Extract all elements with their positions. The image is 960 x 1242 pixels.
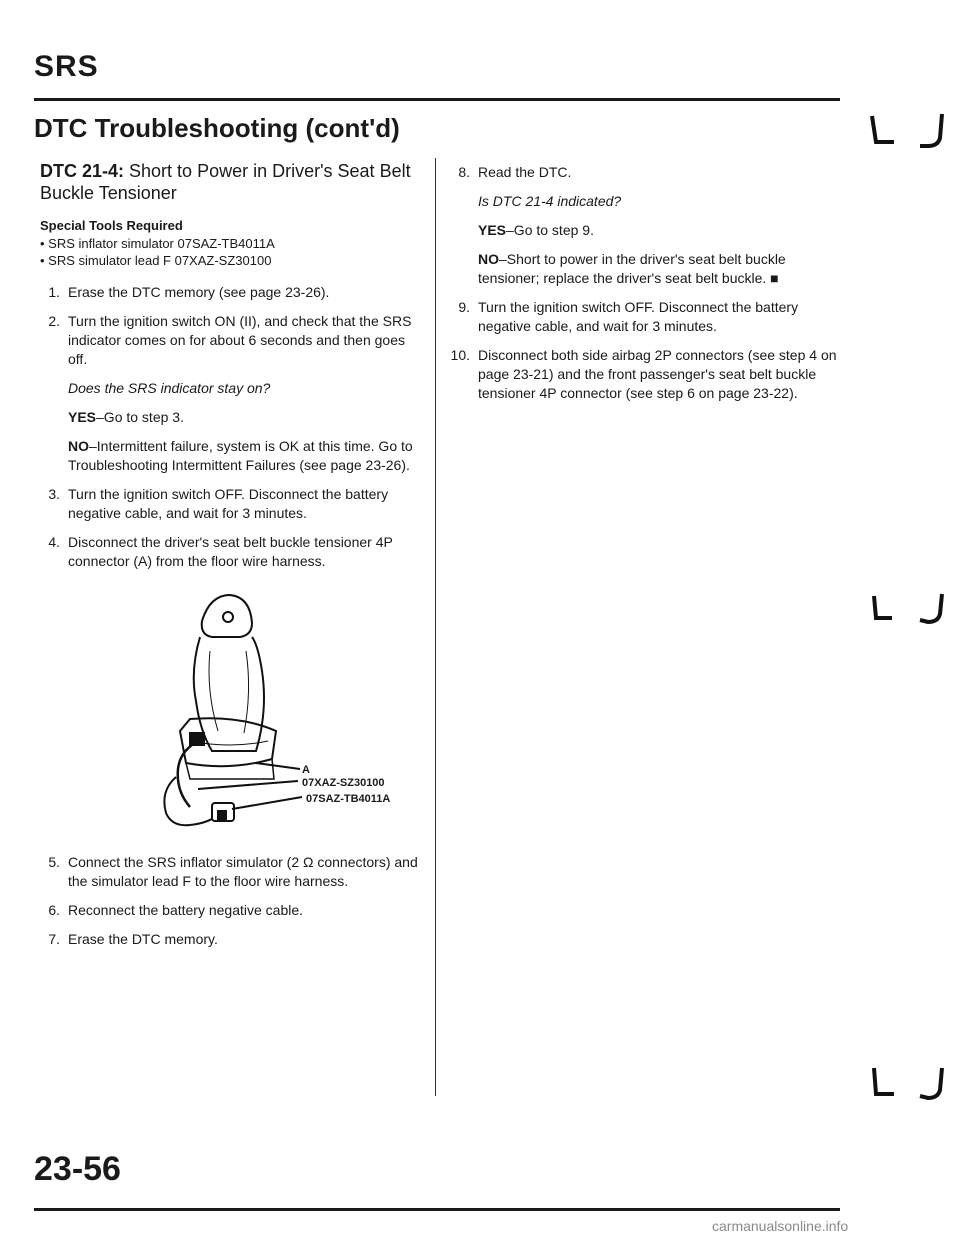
step-10: 10. Disconnect both side airbag 2P connectors (see step 4 on page 23-21) and the front passenger's seat belt buckle tensioner 4P connector (see step 6 on page 23-22). <box>450 347 837 401</box>
dtc-code: DTC 21-4: <box>40 161 125 181</box>
header-rule <box>34 98 840 101</box>
step-9: 9. Turn the ignition switch OFF. Disconnect the battery negative cable, and wait for 3 minutes. <box>458 299 799 334</box>
yes-answer: YES–Go to step 9. <box>478 222 594 238</box>
label-simulator: 07SAZ-TB4011A <box>306 793 391 805</box>
question: Does the SRS indicator stay on? <box>68 380 271 396</box>
section-title: SRS <box>34 50 99 83</box>
step-2: 2. Turn the ignition switch ON (II), and check that the SRS indicator comes on for about 6 seconds and then goes off. <box>48 313 412 367</box>
yes-answer: YES–Go to step 3. <box>68 409 184 425</box>
dtc-description: Short to Power in Driver's Seat Belt Buckle Tensioner <box>40 161 411 203</box>
end-mark: ■ <box>770 270 779 286</box>
step-3: 3. Turn the ignition switch OFF. Disconnect the battery negative cable, and wait for 3 minutes. <box>48 486 389 521</box>
dtc-heading <box>40 160 422 204</box>
no-answer: NO–Short to power in the driver's seat belt buckle tensioner; replace the driver's seat belt buckle. ■ <box>478 251 786 286</box>
step-4: 4. Disconnect the driver's seat belt buckle tensioner 4P connector (A) from the floor wire harness. <box>48 534 393 569</box>
seat-figure <box>40 581 422 841</box>
label-a: A <box>302 764 310 776</box>
corner-mark-2 <box>868 590 948 630</box>
tool-item: • SRS inflator simulator 07SAZ-TB4011A <box>40 236 275 251</box>
tools-title: Special Tools Required <box>40 218 183 233</box>
label-lead: 07XAZ-SZ30100 <box>302 777 385 789</box>
step-5: 5. Connect the SRS inflator simulator (2 Ω connectors) and the simulator lead F to the floor wire harness. <box>48 854 418 889</box>
no-answer: NO–Intermittent failure, system is OK at this time. Go to Troubleshooting Intermittent Failures (see page 23-26). <box>68 438 413 473</box>
right-column <box>450 163 842 413</box>
tool-item: • SRS simulator lead F 07XAZ-SZ30100 <box>40 253 272 268</box>
corner-mark-1 <box>868 112 948 152</box>
step-6: 6. Reconnect the battery negative cable. <box>48 902 304 918</box>
step-8: 8. Read the DTC. <box>458 164 572 180</box>
page-title: DTC Troubleshooting (cont'd) <box>34 113 400 143</box>
left-column <box>40 160 422 959</box>
column-divider <box>435 158 436 1096</box>
footer-rule <box>34 1208 840 1211</box>
corner-mark-3 <box>868 1064 948 1104</box>
step-1: 1. Erase the DTC memory (see page 23-26). <box>48 284 330 300</box>
step-7: 7. Erase the DTC memory. <box>48 931 218 947</box>
question: Is DTC 21-4 indicated? <box>478 193 622 209</box>
page-number: 23-56 <box>34 1150 121 1188</box>
watermark: carmanualsonline.info <box>712 1218 849 1234</box>
